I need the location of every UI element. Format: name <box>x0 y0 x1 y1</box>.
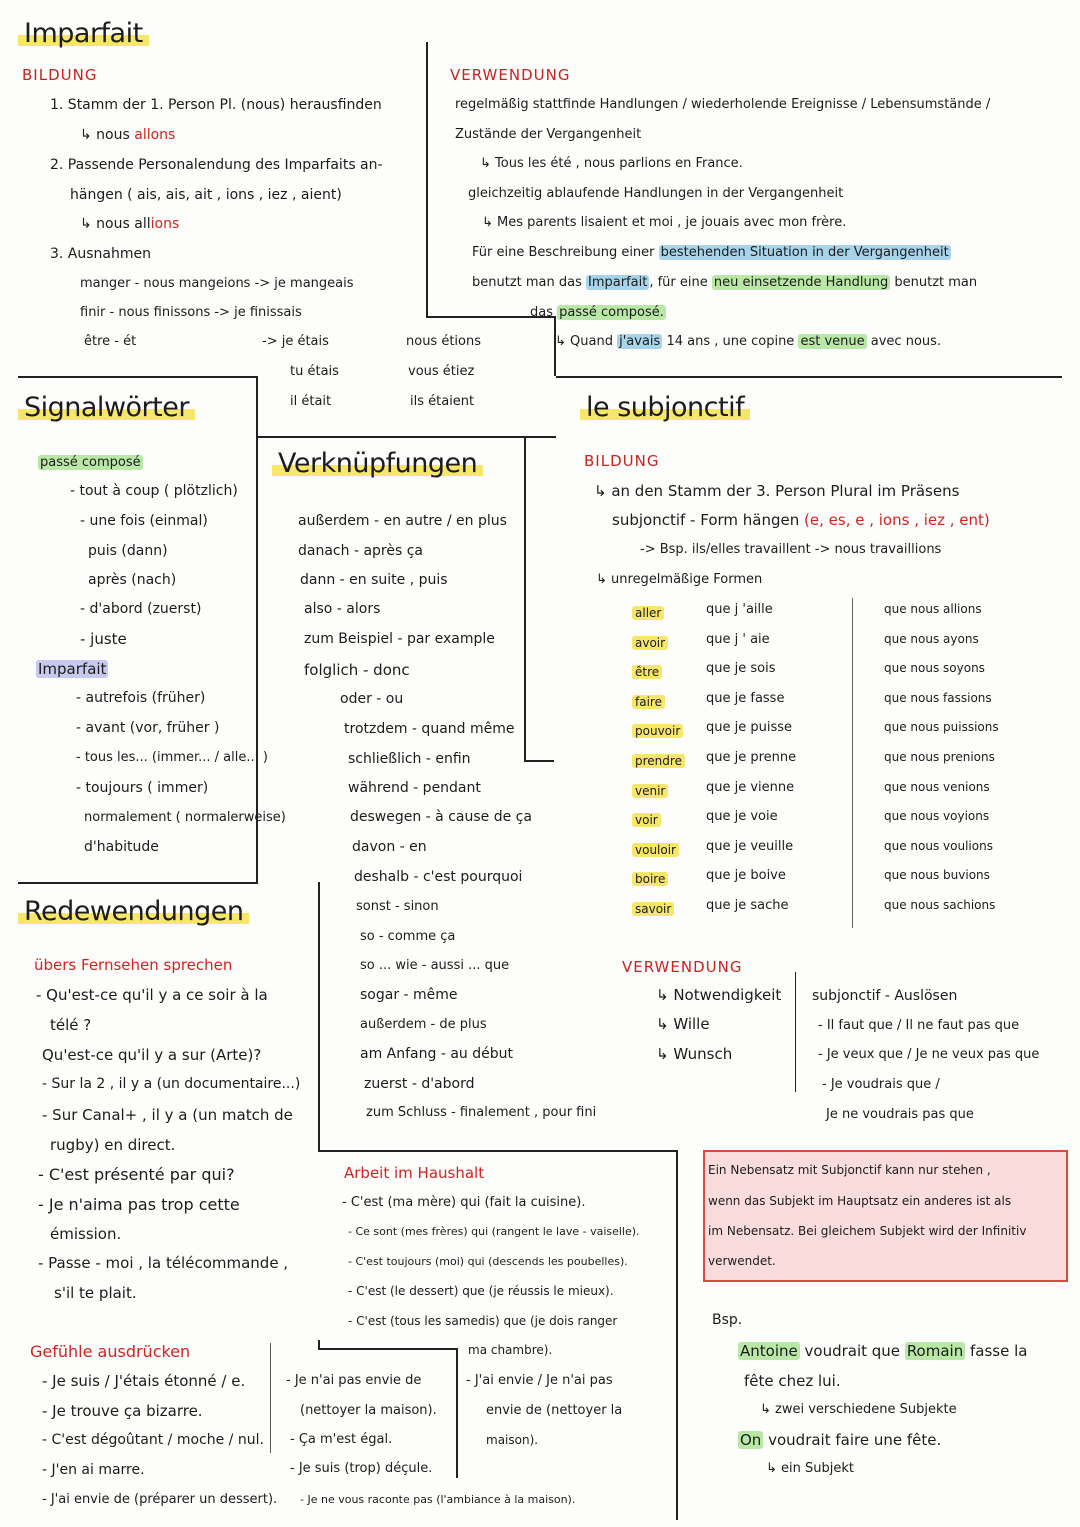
verb-nous-form: que nous ayons <box>884 631 979 646</box>
imparfait-step-2-example: ↳ nous allions <box>80 216 180 232</box>
verwendung-line: das passé composé. <box>530 305 664 320</box>
etre-nous: nous étions <box>406 334 482 349</box>
verb-infinitive: savoir <box>632 898 674 917</box>
signal-item: - d'abord (zuerst) <box>80 601 202 617</box>
divider <box>318 1348 458 1350</box>
phrase: - J'ai envie de (préparer un dessert). <box>42 1492 278 1507</box>
divider <box>556 376 1062 378</box>
verb-nous-form: que nous sachions <box>884 898 996 912</box>
signal-item: d'habitude <box>84 839 159 855</box>
passe-compose-label: passé composé <box>40 455 141 470</box>
phrase: - Je ne vous raconte pas (l'ambiance à la maison). <box>300 1493 576 1506</box>
phrase: Qu'est-ce qu'il y a sur (Arte)? <box>42 1046 262 1064</box>
verknuepfung-row: so ... wie - aussi ... que <box>360 958 510 973</box>
etre-vous: vous étiez <box>408 364 475 379</box>
verb-infinitive: vouloir <box>632 839 679 858</box>
phrase: - C'est toujours (moi) qui (descends les poubelles). <box>348 1255 628 1268</box>
verwendung-label: VERWENDUNG <box>450 66 571 84</box>
signal-item: - juste <box>80 630 127 648</box>
verknuepfung-row: deswegen - à cause de ça <box>350 809 532 825</box>
verwendung-line: regelmäßig stattfinde Handlungen / wiederholende Ereignisse / Lebensumstände / <box>455 97 991 112</box>
verknuepfung-row: davon - en <box>352 839 427 855</box>
verb-infinitive: aller <box>632 602 664 621</box>
phrase: - C'est (ma mère) qui (fait la cuisine). <box>342 1195 586 1210</box>
exception-manger: manger - nous mangeions -> je mangeais <box>80 276 354 291</box>
subjonctif-step: subjonctif - Form hängen (e, es, e , ions , iez , ent) <box>612 511 990 529</box>
verb-nous-form: que nous soyons <box>884 661 985 676</box>
bsp-label: Bsp. <box>712 1312 743 1328</box>
etre-ils: ils étaient <box>410 394 475 409</box>
divider <box>795 972 796 1092</box>
phrase: s'il te plait. <box>54 1284 137 1302</box>
imparfait-step-2: 2. Passende Personalendung des Imparfaits an- <box>50 157 383 173</box>
subjonctif-step: ↳ an den Stamm der 3. Person Plural im Präsens <box>594 482 960 500</box>
verb-nous-form: que nous voyions <box>884 809 990 824</box>
subjonctif-use: ↳ Wunsch <box>656 1045 733 1063</box>
verb-je-form: que je puisse <box>706 720 793 736</box>
verknuepfungen-title: Verknüpfungen <box>272 448 483 479</box>
phrase: - C'est (le dessert) que (je réussis le mieux). <box>348 1284 614 1298</box>
verknuepfung-row: schließlich - enfin <box>348 751 471 767</box>
divider <box>256 436 556 438</box>
signalwoerter-title: Signalwörter <box>18 392 195 423</box>
signal-item: puis (dann) <box>88 543 168 559</box>
verb-je-form: que j ' aie <box>706 631 770 647</box>
etre-il: il était <box>290 394 332 409</box>
phrase: - Sur la 2 , il y a (un documentaire...) <box>42 1076 301 1092</box>
signal-item: - autrefois (früher) <box>76 690 206 706</box>
verb-infinitive: boire <box>632 868 668 887</box>
subjonctif-step: -> Bsp. ils/elles travaillent -> nous travaillions <box>640 542 942 557</box>
divider <box>318 1150 678 1152</box>
verb-nous-form: que nous fassions <box>884 690 992 705</box>
divider <box>256 376 258 882</box>
verb-nous-form: que nous puissions <box>884 720 999 735</box>
verb-infinitive: voir <box>632 809 661 828</box>
subjonctif-use: ↳ Notwendigkeit <box>656 986 782 1004</box>
verb-infinitive: venir <box>632 780 668 799</box>
exception-finir: finir - nous finissons -> je finissais <box>80 305 302 320</box>
verknuepfung-row: zum Schluss - finalement , pour fini <box>366 1105 597 1120</box>
verknuepfung-row: zuerst - d'abord <box>364 1076 475 1092</box>
verknuepfung-row: sogar - même <box>360 987 458 1003</box>
phrase: - Je n'aima pas trop cette <box>38 1195 240 1214</box>
verb-nous-form: que nous voulions <box>884 838 993 853</box>
verknuepfung-row: folglich - donc <box>304 661 410 679</box>
verwendung-line: ↳ Quand j'avais 14 ans , une copine est venue avec nous. <box>555 334 942 349</box>
imparfait-bildung-label: BILDUNG <box>22 66 98 84</box>
verb-je-form: que je vienne <box>706 779 795 795</box>
divider <box>18 882 258 884</box>
verb-nous-form: que nous allions <box>884 602 982 616</box>
phrase: - C'est dégoûtant / moche / nul. <box>42 1432 264 1448</box>
imparfait-step-1-example: ↳ nous allons <box>80 127 176 143</box>
signal-item: après (nach) <box>88 572 177 588</box>
verwendung-line: gleichzeitig ablaufende Handlungen in der Vergangenheit <box>468 186 844 201</box>
verknuepfung-row: oder - ou <box>340 691 404 707</box>
verknuepfung-row: am Anfang - au début <box>360 1046 513 1062</box>
ausloeser-title: subjonctif - Auslösen <box>812 988 958 1004</box>
imparfait-step-2b: hängen ( ais, ais, ait , ions , iez , aient) <box>70 187 342 203</box>
note-line: verwendet. <box>708 1254 776 1268</box>
phrase: - Qu'est-ce qu'il y a ce soir à la <box>36 986 268 1004</box>
phrase: maison). <box>486 1433 539 1447</box>
subjonctif-title: le subjonctif <box>580 392 750 423</box>
phrase: - Sur Canal+ , il y a (un match de <box>42 1106 293 1124</box>
verb-nous-form: que nous prenions <box>884 750 995 764</box>
signal-item: - avant (vor, früher ) <box>76 720 220 736</box>
phrase: - Je suis / J'étais étonné / e. <box>42 1372 246 1390</box>
bsp-note: ↳ ein Subjekt <box>766 1461 854 1476</box>
verb-je-form: que je boive <box>706 868 786 884</box>
verknuepfung-row: also - alors <box>304 601 381 617</box>
divider <box>456 1348 458 1478</box>
verb-je-form: que je sache <box>706 898 789 913</box>
ausloeser-item: - Je voudrais que / <box>822 1077 940 1092</box>
imparfait-step-1: 1. Stamm der 1. Person Pl. (nous) herausfinden <box>50 97 382 113</box>
verknuepfung-row: danach - après ça <box>298 543 423 559</box>
verknuepfung-row: so - comme ça <box>360 929 456 944</box>
verb-je-form: que j 'aille <box>706 602 773 617</box>
phrase: - Ce sont (mes frères) qui (rangent le lave - vaiselle). <box>348 1225 640 1238</box>
phrase: émission. <box>50 1225 122 1243</box>
haushalt-label: Arbeit im Haushalt <box>344 1164 485 1182</box>
verb-je-form: que je sois <box>706 661 776 677</box>
verknuepfung-row: trotzdem - quand même <box>344 721 515 737</box>
verknuepfung-row: während - pendant <box>348 780 481 796</box>
phrase: - Ça m'est égal. <box>290 1432 393 1447</box>
verknuepfung-row: außerdem - de plus <box>360 1017 487 1032</box>
imparfait-title: Imparfait <box>18 18 149 49</box>
imparfait-step-3: 3. Ausnahmen <box>50 246 152 262</box>
verknuepfung-row: außerdem - en autre / en plus <box>298 513 507 529</box>
verwendung-line: benutzt man das Imparfait , für eine neu einsetzende Handlung benutzt man <box>472 275 978 290</box>
signal-item: - une fois (einmal) <box>80 513 208 529</box>
divider <box>852 598 853 928</box>
phrase: - Passe - moi , la télécommande , <box>38 1254 289 1272</box>
verb-infinitive: être <box>632 661 662 680</box>
verwendung-line: ↳ Tous les été , nous parlions en France. <box>480 156 743 171</box>
signal-item: - tous les... (immer... / alle... ) <box>76 750 268 765</box>
bsp-sentence: On voudrait faire une fête. <box>740 1431 942 1449</box>
imparfait-signal-label: Imparfait <box>38 660 107 678</box>
verb-je-form: que je fasse <box>706 690 785 706</box>
divider <box>318 882 320 1152</box>
note-line: wenn das Subjekt im Hauptsatz ein anderes ist als <box>708 1194 1012 1208</box>
phrase: envie de (nettoyer la <box>486 1403 623 1418</box>
ausloeser-item: Je ne voudrais pas que <box>826 1107 974 1122</box>
fernsehen-label: übers Fernsehen sprechen <box>34 956 233 974</box>
phrase: ma chambre). <box>468 1343 553 1357</box>
phrase: - Je trouve ça bizarre. <box>42 1402 203 1420</box>
exception-etre: être - ét <box>84 334 137 349</box>
verb-infinitive: faire <box>632 691 665 710</box>
etre-tu: tu étais <box>290 364 339 379</box>
phrase: - C'est présenté par qui? <box>38 1165 235 1184</box>
signal-item: normalement ( normalerweise) <box>84 810 286 825</box>
verb-je-form: que je veuille <box>706 838 794 854</box>
phrase: - Je n'ai pas envie de <box>286 1373 422 1388</box>
etre-je: -> je étais <box>262 334 329 349</box>
verknuepfung-row: dann - en suite , puis <box>300 572 448 588</box>
bsp-note: ↳ zwei verschiedene Subjekte <box>760 1402 957 1417</box>
phrase: - J'en ai marre. <box>42 1462 145 1478</box>
bsp-sentence: fête chez lui. <box>744 1372 841 1390</box>
phrase: - C'est (tous les samedis) que (je dois ranger <box>348 1314 618 1328</box>
note-line: Ein Nebensatz mit Subjonctif kann nur stehen , <box>708 1163 991 1177</box>
verknuepfung-row: zum Beispiel - par example <box>304 631 495 647</box>
verb-je-form: que je prenne <box>706 750 797 765</box>
divider <box>676 1150 678 1520</box>
divider <box>426 42 428 317</box>
signal-item: - tout à coup ( plötzlich) <box>70 483 238 499</box>
redewendungen-title: Redewendungen <box>18 896 249 927</box>
subjonctif-step: ↳ unregelmäßige Formen <box>596 572 763 587</box>
phrase: rugby) en direct. <box>50 1136 176 1154</box>
verb-nous-form: que nous buvions <box>884 868 990 883</box>
divider <box>18 376 258 378</box>
phrase: (nettoyer la maison). <box>300 1403 437 1418</box>
divider <box>524 436 526 762</box>
signal-item: - toujours ( immer) <box>76 780 209 796</box>
verb-nous-form: que nous venions <box>884 779 990 794</box>
divider <box>270 1343 271 1453</box>
verknuepfung-row: sonst - sinon <box>356 899 439 914</box>
subjonctif-use: ↳ Wille <box>656 1015 710 1033</box>
verwendung-line: Für eine Beschreibung einer bestehenden Situation in der Vergangenheit <box>472 245 949 260</box>
verwendung-line: ↳ Mes parents lisaient et moi , je jouais avec mon frère. <box>482 215 847 230</box>
verb-infinitive: avoir <box>632 632 668 651</box>
subjonctif-verwendung-label: VERWENDUNG <box>622 958 743 976</box>
phrase: télé ? <box>50 1016 92 1034</box>
phrase: - Je suis (trop) déçule. <box>290 1461 433 1476</box>
phrase: - J'ai envie / Je n'ai pas <box>466 1373 613 1388</box>
ausloeser-item: - Je veux que / Je ne veux pas que <box>818 1047 1040 1062</box>
subjonctif-bildung-label: BILDUNG <box>584 452 660 470</box>
verwendung-line: Zustände der Vergangenheit <box>455 127 642 142</box>
verb-infinitive: prendre <box>632 750 685 769</box>
verb-je-form: que je voie <box>706 809 778 825</box>
bsp-sentence: Antoine voudrait que Romain fasse la <box>740 1342 1028 1360</box>
gefuehle-label: Gefühle ausdrücken <box>30 1342 191 1361</box>
ausloeser-item: - Il faut que / Il ne faut pas que <box>818 1018 1020 1033</box>
note-line: im Nebensatz. Bei gleichem Subjekt wird der Infinitiv <box>708 1224 1027 1238</box>
divider <box>524 760 554 762</box>
verb-infinitive: pouvoir <box>632 720 683 739</box>
verknuepfung-row: deshalb - c'est pourquoi <box>354 869 523 885</box>
